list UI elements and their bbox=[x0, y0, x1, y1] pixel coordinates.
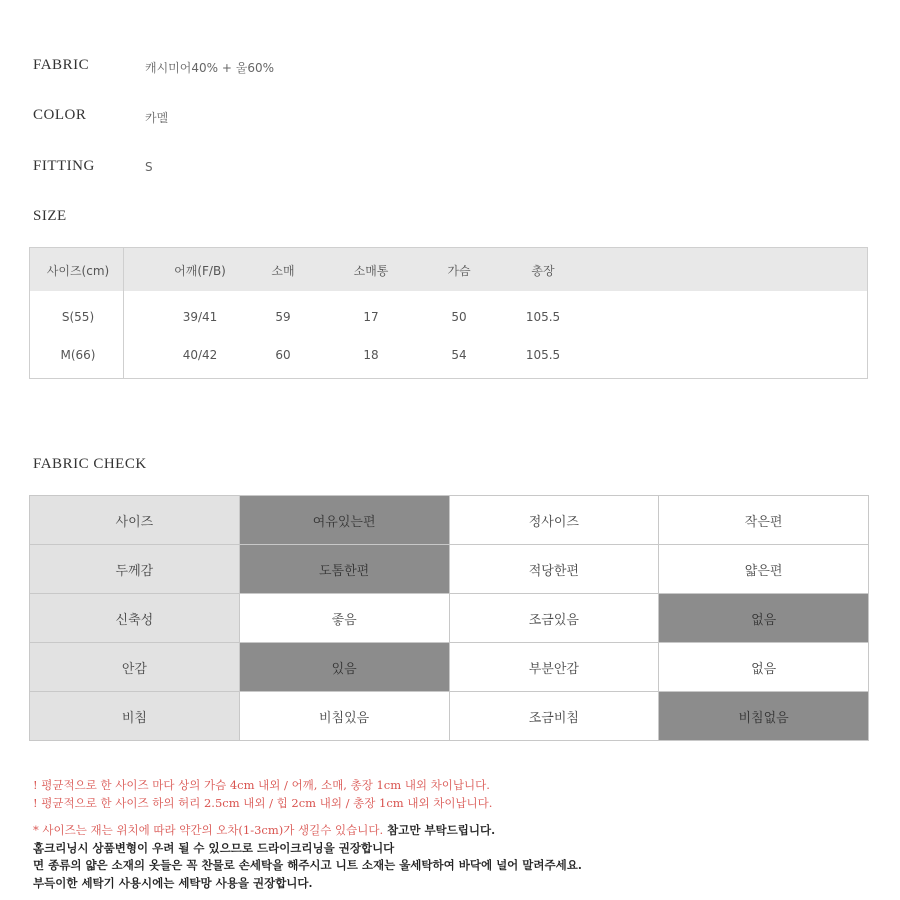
fitting-label: FITTING bbox=[33, 158, 95, 174]
size-cell: 54 bbox=[451, 348, 467, 362]
size-header-cell: 소매통 bbox=[353, 264, 389, 278]
fabric-check-option: 없음 bbox=[659, 643, 869, 692]
size-cell: 60 bbox=[275, 348, 291, 362]
fabric-check-row-label: 비침 bbox=[30, 692, 240, 741]
fabric-check-row bbox=[30, 594, 869, 643]
fabric-label: FABRIC bbox=[33, 57, 90, 73]
care-note: 홈크리닝시 상품변형이 우려 될 수 있으므로 드라이크리닝을 권장합니다 bbox=[33, 840, 395, 855]
fabric-check-option: 좋음 bbox=[239, 594, 449, 643]
size-table-divider bbox=[123, 248, 124, 378]
size-cell: 40/42 bbox=[182, 348, 218, 362]
size-cell: 18 bbox=[363, 348, 379, 362]
fabric-check-option: 정사이즈 bbox=[449, 496, 659, 545]
size-table bbox=[29, 247, 868, 379]
size-header-cell: 총장 bbox=[531, 264, 555, 278]
fabric-check-row bbox=[30, 643, 869, 692]
size-cell: 105.5 bbox=[525, 310, 561, 324]
size-cell: 105.5 bbox=[525, 348, 561, 362]
disclaimer-red: * 사이즈는 재는 위치에 따라 약간의 오차(1-3cm)가 생길수 있습니다. bbox=[33, 823, 384, 837]
size-cell: 17 bbox=[363, 310, 379, 324]
fabric-check-option: 도톰한편 bbox=[239, 545, 449, 594]
fabric-value: 캐시미어40% + 울60% bbox=[145, 61, 274, 75]
disclaimer-note bbox=[33, 822, 873, 840]
color-label: COLOR bbox=[33, 107, 87, 123]
color-value: 카멜 bbox=[145, 111, 169, 125]
fabric-check-option: 작은편 bbox=[659, 496, 869, 545]
fabric-check-option: 비침있음 bbox=[239, 692, 449, 741]
fabric-check-option: 적당한편 bbox=[449, 545, 659, 594]
fabric-check-option: 비침없음 bbox=[659, 692, 869, 741]
size-cell: S(55) bbox=[61, 310, 95, 324]
fabric-check-row bbox=[30, 545, 869, 594]
fabric-check-row-label: 두께감 bbox=[30, 545, 240, 594]
fabric-check-grid bbox=[29, 495, 869, 741]
fabric-check-option: 조금비침 bbox=[449, 692, 659, 741]
fabric-check-title: FABRIC CHECK bbox=[33, 456, 147, 472]
size-cell: 59 bbox=[275, 310, 291, 324]
fabric-check-option: 있음 bbox=[239, 643, 449, 692]
disclaimer-black: 참고만 부탁드립니다. bbox=[383, 823, 496, 837]
size-header-cell: 소매 bbox=[271, 264, 295, 278]
fabric-check-option: 부분안감 bbox=[449, 643, 659, 692]
fitting-value: S bbox=[145, 160, 153, 174]
fabric-check-row-label: 신축성 bbox=[30, 594, 240, 643]
fabric-check-option: 없음 bbox=[659, 594, 869, 643]
size-cell: 50 bbox=[451, 310, 467, 324]
care-note: 면 종류의 얇은 소재의 옷들은 꼭 찬물로 손세탁을 해주시고 니트 소재는 울세탁하여 바닥에 널어 말려주세요. bbox=[33, 858, 582, 872]
size-note: ! 평균적으로 한 사이즈 하의 허리 2.5cm 내외 / 힙 2cm 내외 / 총장 1cm 내외 차이납니다. bbox=[33, 795, 493, 810]
care-note: 부득이한 세탁기 사용시에는 세탁망 사용을 권장합니다. bbox=[33, 875, 313, 890]
size-cell: M(66) bbox=[60, 348, 96, 362]
fabric-check-row-label: 안감 bbox=[30, 643, 240, 692]
size-section-title: SIZE bbox=[33, 208, 67, 224]
fabric-check-option: 조금있음 bbox=[449, 594, 659, 643]
size-header-cell: 가슴 bbox=[447, 264, 471, 278]
size-header-cell: 사이즈(cm) bbox=[46, 264, 110, 278]
fabric-check-row bbox=[30, 496, 869, 545]
size-header-cell: 어깨(F/B) bbox=[174, 264, 226, 278]
size-cell: 39/41 bbox=[182, 310, 218, 324]
fabric-check-row-label: 사이즈 bbox=[30, 496, 240, 545]
fabric-check-row bbox=[30, 692, 869, 741]
care-notes bbox=[33, 777, 873, 892]
fabric-check-option: 얇은편 bbox=[659, 545, 869, 594]
fabric-check-option: 여유있는편 bbox=[239, 496, 449, 545]
size-note: ! 평균적으로 한 사이즈 마다 상의 가슴 4cm 내외 / 어깨, 소매, 총장 1cm 내외 차이납니다. bbox=[33, 778, 490, 792]
